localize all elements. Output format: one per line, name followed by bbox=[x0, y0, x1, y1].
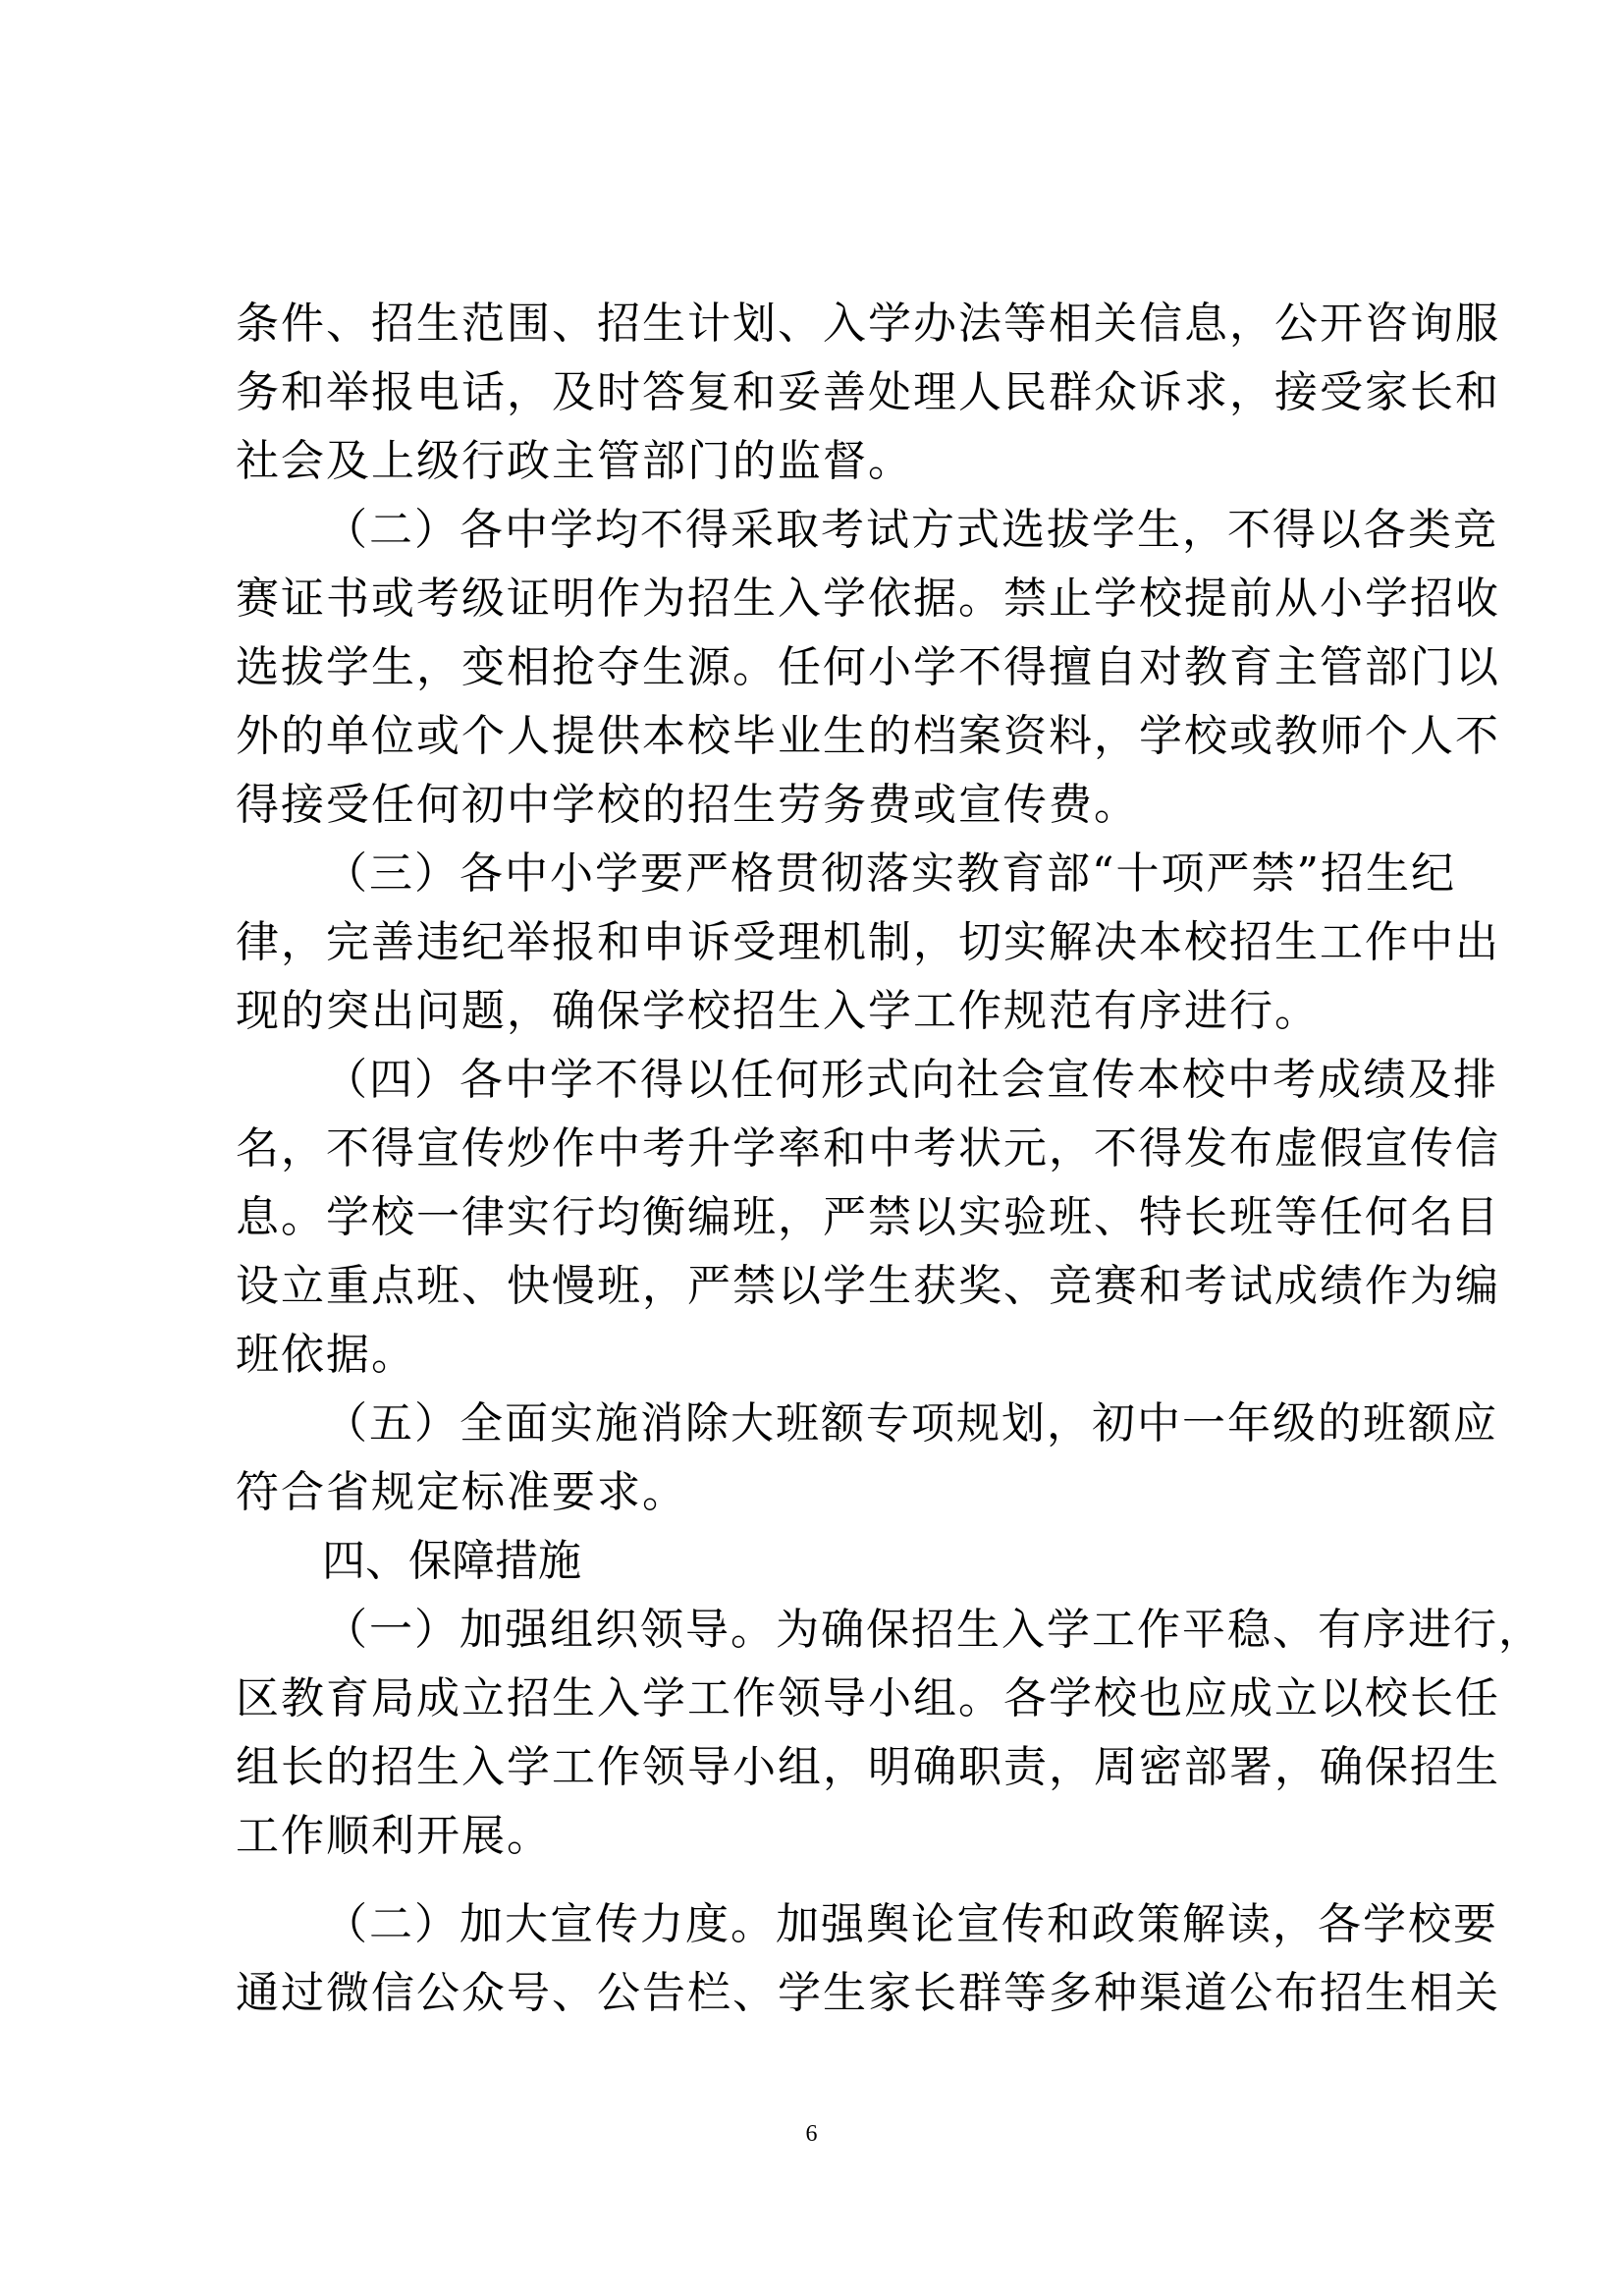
text-line: 条件、招生范围、招生计划、入学办法等相关信息，公开咨询服 bbox=[236, 299, 1500, 349]
text-line: 组长的招生入学工作领导小组，明确职责，周密部署，确保招生 bbox=[236, 1742, 1500, 1792]
text-line: 律，完善违纪举报和申诉受理机制，切实解决本校招生工作中出 bbox=[236, 917, 1500, 967]
page-number: 6 bbox=[805, 2121, 818, 2147]
text-line: 班依据。 bbox=[236, 1330, 416, 1380]
text-line: 区教育局成立招生入学工作领导小组。各学校也应成立以校长任 bbox=[236, 1673, 1500, 1723]
text-line: （三）各中小学要严格贯彻落实教育部“十项严禁”招生纪 bbox=[324, 848, 1456, 899]
text-line: （五）全面实施消除大班额专项规划，初中一年级的班额应 bbox=[324, 1398, 1498, 1449]
text-line: 现的突出问题，确保学校招生入学工作规范有序进行。 bbox=[236, 986, 1320, 1036]
section-heading: 四、保障措施 bbox=[322, 1536, 581, 1586]
text-line: （二）加大宣传力度。加强舆论宣传和政策解读，各学校要 bbox=[324, 1899, 1498, 1949]
text-line: 符合省规定标准要求。 bbox=[236, 1467, 687, 1517]
text-line: 务和举报电话，及时答复和妥善处理人民群众诉求，接受家长和 bbox=[236, 367, 1500, 417]
text-line: 得接受任何初中学校的招生劳务费或宣传费。 bbox=[236, 780, 1139, 830]
text-line: 息。学校一律实行均衡编班，严禁以实验班、特长班等任何名目 bbox=[236, 1192, 1500, 1242]
text-line: 社会及上级行政主管部门的监督。 bbox=[236, 436, 913, 486]
text-line: 名，不得宣传炒作中考升学率和中考状元，不得发布虚假宣传信 bbox=[236, 1123, 1500, 1174]
text-line: 赛证书或考级证明作为招生入学依据。禁止学校提前从小学招收 bbox=[236, 574, 1500, 624]
text-line: （二）各中学均不得采取考试方式选拔学生，不得以各类竞 bbox=[324, 505, 1498, 555]
text-line: （一）加强组织领导。为确保招生入学工作平稳、有序进行， bbox=[324, 1605, 1543, 1655]
text-line: 设立重点班、快慢班，严禁以学生获奖、竞赛和考试成绩作为编 bbox=[236, 1261, 1500, 1311]
text-line: 选拔学生，变相抢夺生源。任何小学不得擅自对教育主管部门以 bbox=[236, 642, 1500, 692]
text-line: 通过微信公众号、公告栏、学生家长群等多种渠道公布招生相关 bbox=[236, 1968, 1500, 2018]
text-line: （四）各中学不得以任何形式向社会宣传本校中考成绩及排 bbox=[324, 1055, 1498, 1105]
text-line: 外的单位或个人提供本校毕业生的档案资料，学校或教师个人不 bbox=[236, 711, 1500, 761]
text-line: 工作顺利开展。 bbox=[236, 1811, 552, 1861]
